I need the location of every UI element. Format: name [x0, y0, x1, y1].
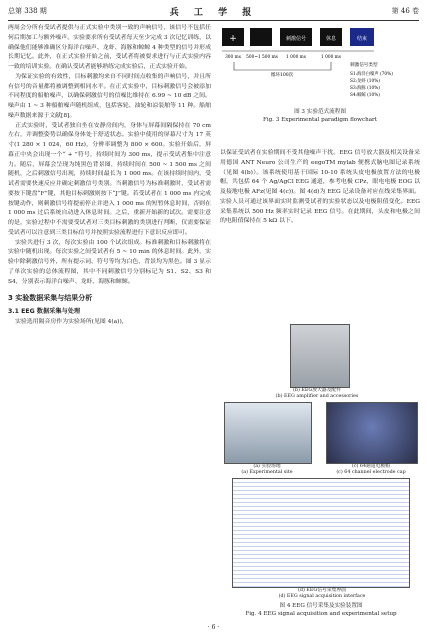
volume-number: 第 46 卷 — [391, 7, 419, 15]
caption-cn: (d) EEG信号采集界面 — [298, 588, 346, 593]
legend-item: S1:海洋白噪声 (70%) — [350, 72, 393, 77]
paragraph: 两周会分所有受试者提供与正式实验中类别一致的声响信号，该信号不包括任何后期加工与额外噪声。实验要求所有受试者每天至少完成 3 次记忆训练，以确保他们能够准确区分海洋白噪声、龙虾、海豚和鲸鲸 4 种类型的信号并形成长期记忆。此外，在正式实验开始之前，受试者将被要求进行与正式实验内容一致的培训实验。在确认受试者能够熟练完成实验后，正式实验开始。 — [8, 25, 211, 70]
figure-4-caption — [222, 602, 420, 618]
eeg-interface-screenshot — [232, 478, 410, 588]
left-column — [8, 24, 211, 328]
rest-label: 休息 — [325, 36, 337, 42]
figure-4 — [222, 322, 420, 622]
header-rule — [8, 20, 419, 21]
caption-cn: 图 4 EEG 信号采集及实验装置图 — [279, 603, 363, 609]
paragraph: 实验选用隔音房作为实验场所(见图 4(a))， — [15, 318, 128, 325]
stimulus-label: 刺激信号 — [285, 36, 307, 42]
section-heading: 3 实验数据采集与结果分析 — [8, 294, 93, 303]
caption-cn: 图 3 实验范式流程图 — [294, 109, 346, 115]
subfig-b-caption — [262, 388, 372, 399]
paragraph: 实验共进行 3 次，每次实验由 100 个试次组成。标准刺激和目标刺激将在实验中随机出现。每次实验之间受试者有 5 ~ 10 min 的休息时间。此外，实验中除刺激信号外，所有提示词、符号等均为白色，背景均为黑色。图 3 显示了单次实验的总体流程图，其中不同刺激信号分别标记为 S1、S2、S3 和 S4，分别表示海洋白噪声、龙虾、海豚和鲸鲸。 — [8, 239, 211, 285]
loop-arrow — [234, 62, 331, 70]
legend-title: 刺激信号类型 — [350, 63, 378, 68]
subfig-d-caption — [262, 588, 382, 599]
caption-cn: (c) 64通道电极帽 — [351, 464, 391, 469]
time-label: 300 ms — [225, 55, 241, 60]
paragraph: 以保证受试者在实验期间不受其他噪声干扰。EEG 信号放大器及相关设备采用德国 ANT Neuro 公司生产的 eegoTM mylab 便携式脑电图记录系统（见图 4(b)）。该系统使用基于国际 10-10 系统头皮电极放置方法的电极帽，共包括 64 个 Ag/AgCl EEG 通道，参考电极 CPz，眼电电极 EOG 以及接地电极 AFz(见图 4(c))。图 4(d)为 EEG 记录设备对应在线采集界面。实验人员可通过该界面实时监测受试者的实验状态以及电极阻值变化。EEG 采集系统以 500 Hz 频率实时记录 EEG 信号。在此期间，头皮和电极之间的电阻值保持在 5 kΩ 以下。 — [220, 150, 420, 225]
subfig-c-caption — [326, 464, 416, 475]
time-label: 1 000 ms — [321, 55, 341, 60]
caption-en: (d) EEG signal acquisition interface — [278, 593, 366, 599]
caption-en: (c) 64 channel electrode cap — [336, 469, 406, 475]
caption-en: (a) Experimental site — [241, 469, 293, 475]
paragraph: 为保证实验的有效性，目标刺激均来自不同时间点收集的声响信号，并且所有信号的音量都将被调整到相同水平。在正式实验中，目标刺激信号会被添加不同程度的船舶噪声，以确保刺激信号的信噪比维持在 6.99 ~ 10 dB 之间。噪声由 1 ~ 3 种船舶噪声随机组成，包括客轮、油轮和凉装舶等 11 种。船舶噪声数据来源于文献[8]。 — [8, 73, 211, 119]
page-number: · 6 · — [207, 624, 220, 631]
figure-3-flowchart — [220, 24, 420, 149]
legend-item: S4:鲸鲸 (10%) — [350, 93, 380, 98]
time-label: 1 000 ms — [286, 55, 306, 60]
subsection-heading: 3.1 EEG 数据采集与处理 — [8, 308, 81, 315]
caption-en: (b) EEG amplifier and accessories — [275, 393, 359, 399]
issue-number: 总第 338 期 — [8, 7, 47, 15]
caption-cn: (a) 实验场地 — [253, 464, 281, 469]
caption-cn: (b) EEG放大器及配件 — [293, 388, 341, 393]
amplifier-photo — [290, 324, 350, 388]
journal-title: 兵 工 学 报 — [169, 8, 258, 18]
time-label: 500~1 500 ms — [246, 55, 278, 60]
end-label: 结束 — [356, 36, 368, 42]
loop-count: 循环100次 — [270, 73, 294, 78]
figure-3-caption — [220, 108, 420, 124]
right-column — [220, 24, 420, 227]
caption-en: Fig. 3 Experimental paradigm flowchart — [263, 117, 377, 123]
blank-screen — [250, 28, 272, 46]
running-header — [8, 6, 419, 18]
caption-en: Fig. 4 EEG signal acquisition and experimental setup — [245, 611, 397, 617]
paragraph: 正式实验时，受试者独自坐在安静房间内，身体与屏幕间隔保持在 70 cm 左右，并调整姿势以确保身体处于舒适状态。实验中使用的屏幕尺寸为 17 英寸(1 280 × 1 024，60 Hz)，分辨率调整为 800 × 600。实验开始后，屏幕正中央会出现一个“ + ”符号，持续时间为 300 ms，提示受试者集中注意力。随后，屏幕会呈现为纯黑色背景图，持续时间在 500 ~ 1 500 ms 之间随机，之后刺激信号出现，持续时间最长为 1 000 ms。在该持续时间内，受试者需要快速反应并确定刺激信号类别。当刺激信号为标准刺激时，受试者需要按下键盘“F”键，其他目标刺激则按下“J”键。若受试者在 1 000 ms 内完成按键动作，则刺激信号将提前停止并进入 1 000 ms 的短暂休息时间，否则在 1 000 ms 过后系统自动进入休息时间。之后，重新开始新的试次。需要注意的是，实验过程中不需要受试者对三类目标刺激的类别进行判断，仅需要保证受试者可以注意到三类目标信号并按照实验流程进行下意识反应即可。 — [8, 122, 211, 236]
electrode-cap-photo — [326, 402, 418, 464]
legend-item: S3:海豚 (10%) — [350, 86, 380, 91]
subfig-a-caption — [222, 464, 312, 475]
fixation-cross: + — [229, 34, 237, 44]
experimental-site-photo — [224, 402, 312, 464]
legend-item: S2:龙虾 (10%) — [350, 79, 380, 84]
